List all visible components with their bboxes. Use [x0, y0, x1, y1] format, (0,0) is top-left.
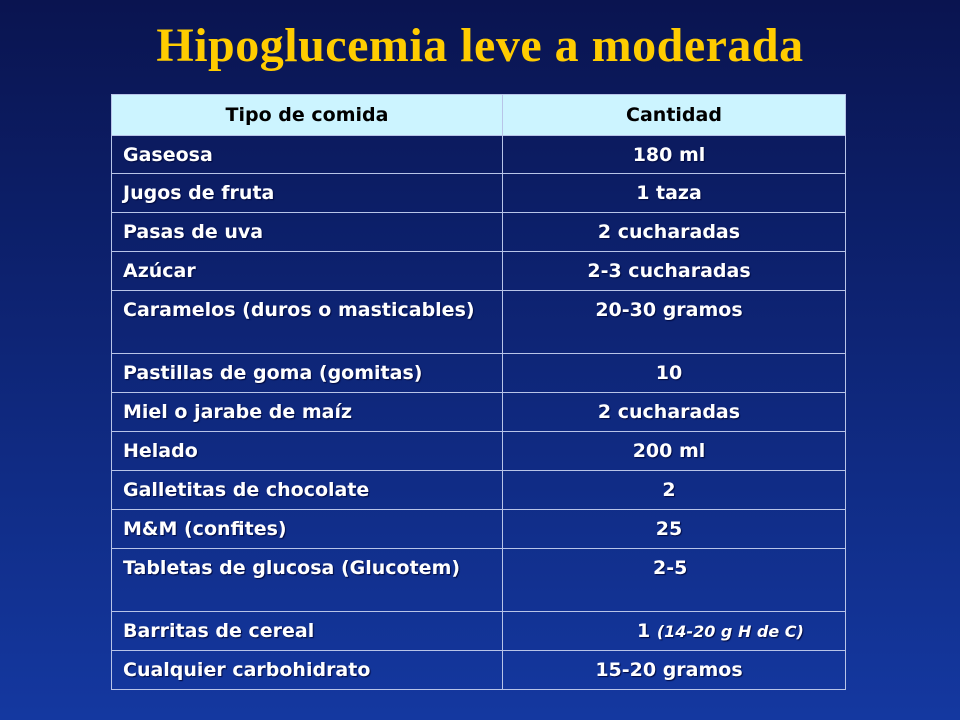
food-cell: M&M (confites) [112, 510, 503, 549]
table-row [112, 354, 846, 393]
amount-cell: 2 [503, 471, 846, 510]
table-row [112, 471, 846, 510]
table-row [112, 510, 846, 549]
table-row [112, 291, 846, 354]
amount-cell: 2-5 [503, 549, 846, 612]
table-row [112, 213, 846, 252]
carb-note: (14-20 g H de C) [656, 622, 804, 641]
amount-cell: 2-3 cucharadas [503, 252, 846, 291]
table-row [112, 432, 846, 471]
amount-cell: 25 [503, 510, 846, 549]
table-row [112, 651, 846, 690]
amount-value: 1 [637, 620, 651, 642]
food-cell: Miel o jarabe de maíz [112, 393, 503, 432]
amount-cell: 15-20 gramos [503, 651, 846, 690]
food-cell: Helado [112, 432, 503, 471]
food-table [111, 94, 846, 690]
table-row [112, 549, 846, 612]
amount-cell [503, 612, 846, 651]
header-amount: Cantidad [503, 95, 846, 136]
amount-cell: 200 ml [503, 432, 846, 471]
table-row [112, 393, 846, 432]
page-title: Hipoglucemia leve a moderada [156, 19, 804, 72]
food-cell: Cualquier carbohidrato [112, 651, 503, 690]
amount-cell: 2 cucharadas [503, 213, 846, 252]
food-cell: Tabletas de glucosa (Glucotem) [112, 549, 503, 612]
food-cell: Azúcar [112, 252, 503, 291]
amount-cell: 180 ml [503, 136, 846, 174]
table-header-row [112, 95, 846, 136]
food-cell: Barritas de cereal [112, 612, 503, 651]
food-cell: Pasas de uva [112, 213, 503, 252]
table-row [112, 612, 846, 651]
food-cell: Galletitas de chocolate [112, 471, 503, 510]
food-cell: Pastillas de goma (gomitas) [112, 354, 503, 393]
table-row [112, 252, 846, 291]
amount-cell: 2 cucharadas [503, 393, 846, 432]
header-food-type: Tipo de comida [112, 95, 503, 136]
amount-cell: 1 taza [503, 174, 846, 213]
food-cell: Jugos de fruta [112, 174, 503, 213]
table-row [112, 174, 846, 213]
table-row [112, 136, 846, 174]
amount-cell: 10 [503, 354, 846, 393]
amount-cell: 20-30 gramos [503, 291, 846, 354]
food-cell: Caramelos (duros o masticables) [112, 291, 503, 354]
food-cell: Gaseosa [112, 136, 503, 174]
